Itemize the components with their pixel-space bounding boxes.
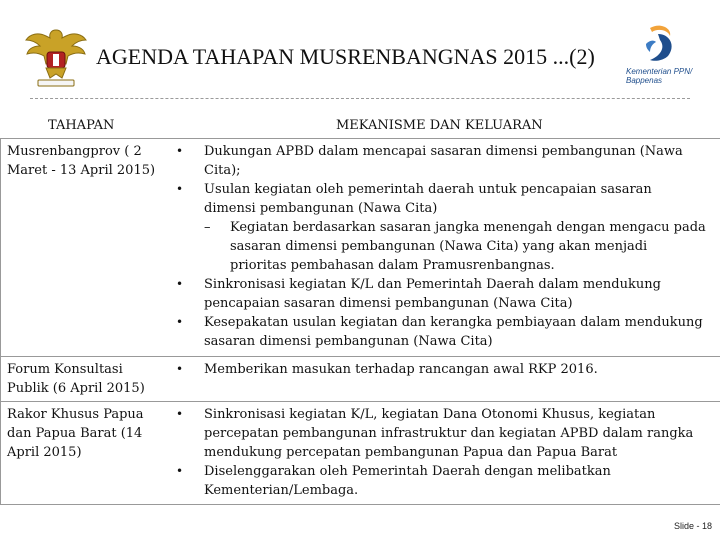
bappenas-logo bbox=[620, 22, 710, 92]
logo-text: Kementerian PPN/ Bappenas bbox=[626, 67, 693, 85]
list-item-text: Usulan kegiatan oleh pemerintah daerah untuk pencapaian sasaran dimensi pembangunan (Nawa Cita) bbox=[204, 182, 652, 216]
list-item: • Dukungan APBD dalam mencapai sasaran dimensi pembangunan (Nawa Cita); bbox=[176, 142, 706, 180]
sub-list-item: – Kegiatan berdasarkan sasaran jangka menengah dengan mengacu pada sasaran dimensi pembangunan (Nawa Cita) yang akan menjadi prioritas pembahasan dalam Pramusrenbangnas. bbox=[204, 218, 706, 275]
mechanism-list bbox=[176, 360, 706, 379]
slide-number: Slide - 18 bbox=[673, 521, 712, 531]
stage-cell: Rakor Khusus Papua dan Papua Barat (14 April 2015) bbox=[7, 407, 144, 460]
mechanism-list bbox=[176, 142, 706, 351]
table-rule bbox=[0, 356, 720, 357]
list-item bbox=[176, 180, 706, 275]
table-rule bbox=[0, 504, 720, 505]
stage-cell: Forum Konsultasi Publik (6 April 2015) bbox=[7, 362, 145, 396]
table-rule bbox=[0, 401, 720, 402]
table-row bbox=[0, 405, 720, 503]
list-item: • Kesepakatan usulan kegiatan dan kerangka pembiayaan dalam mendukung sasaran dimensi pembangunan (Nawa Cita) bbox=[176, 313, 706, 351]
list-item: • Sinkronisasi kegiatan K/L dan Pemerintah Daerah dalam mendukung pencapaian sasaran dimensi pembangunan (Nawa Cita) bbox=[176, 275, 706, 313]
list-item: • Diselenggarakan oleh Pemerintah Daerah dengan melibatkan Kementerian/Lembaga. bbox=[176, 462, 706, 500]
garuda-emblem-icon bbox=[24, 24, 88, 90]
sub-list bbox=[204, 218, 706, 275]
table-row bbox=[0, 360, 720, 400]
stage-cell: Musrenbangprov ( 2 Maret - 13 April 2015) bbox=[7, 144, 156, 178]
column-header-mekanisme: MEKANISME DAN KELUARAN bbox=[336, 118, 543, 133]
table-row bbox=[0, 142, 720, 354]
bappenas-logo-icon bbox=[620, 22, 710, 68]
column-header-tahapan: TAHAPAN bbox=[48, 118, 115, 133]
list-item: • Sinkronisasi kegiatan K/L, kegiatan Dana Otonomi Khusus, kegiatan percepatan pembangunan infrastruktur dan kegiatan APBD dalam rangka mendukung percepatan pembangunan Papua dan Papua Barat bbox=[176, 405, 706, 462]
page-title: AGENDA TAHAPAN MUSRENBANGNAS 2015 ...(2) bbox=[96, 44, 595, 69]
header-divider bbox=[30, 98, 690, 99]
list-item: • Memberikan masukan terhadap rancangan awal RKP 2016. bbox=[176, 360, 706, 379]
garuda-emblem bbox=[24, 24, 88, 90]
mechanism-list bbox=[176, 405, 706, 500]
table-rule bbox=[0, 138, 720, 139]
